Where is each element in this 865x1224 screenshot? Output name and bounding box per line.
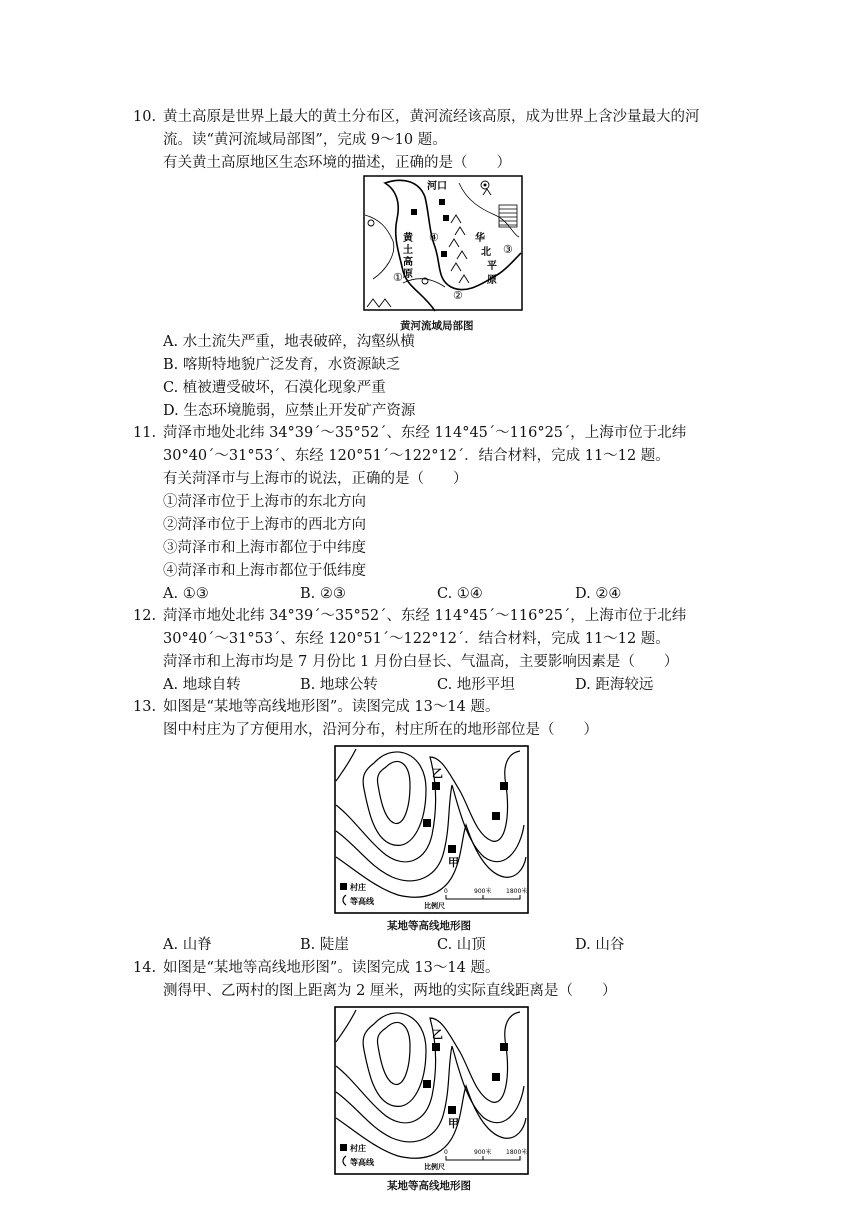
q11-statement-3: ③菏泽市和上海市都位于中纬度 bbox=[163, 540, 366, 556]
q13-option-b[interactable]: B. 陡崖 bbox=[300, 937, 349, 953]
q11-option-d[interactable]: D. ②④ bbox=[575, 586, 622, 602]
q11-stem-line1: 菏泽市地处北纬 34°39´～35°52´、东经 114°45´～116°25´，上海市位于北纬 bbox=[163, 425, 687, 441]
q14-figure-caption: 某地等高线地形图 bbox=[387, 1180, 471, 1192]
q12-stem-line1: 菏泽市地处北纬 34°39´～35°52´、东经 114°45´～116°25´，上海市位于北纬 bbox=[163, 608, 687, 624]
label-plain-1: 华 bbox=[475, 233, 485, 244]
legend-village: 村庄 bbox=[350, 1144, 366, 1153]
q12-option-c[interactable]: C. 地形平坦 bbox=[437, 677, 515, 693]
legend-village-square bbox=[340, 883, 347, 890]
contour-map-q13-svg bbox=[334, 745, 529, 915]
q11-stem-line2: 30°40´～31°53´、东经 120°51´～122°12´．结合材料，完成 11～12 题。 bbox=[163, 448, 670, 464]
scale-tick-0: 0 bbox=[444, 1149, 448, 1156]
q13-figure-caption: 某地等高线地形图 bbox=[387, 920, 471, 932]
marker-1: ① bbox=[393, 271, 403, 284]
q11-option-a[interactable]: A. ①③ bbox=[163, 586, 209, 602]
scale-tick-900: 900米 bbox=[474, 888, 492, 895]
q10-option-c[interactable]: C. 植被遭受破坏，石漠化现象严重 bbox=[163, 380, 386, 396]
q10-number: 10. bbox=[133, 109, 157, 125]
q11-statement-4: ④菏泽市和上海市都位于低纬度 bbox=[163, 563, 366, 579]
marker-4: ④ bbox=[429, 231, 439, 244]
q11-option-b[interactable]: B. ②③ bbox=[300, 586, 346, 602]
q11-statement-1: ①菏泽市位于上海市的东北方向 bbox=[163, 494, 366, 510]
scale-label: 比例尺 bbox=[424, 902, 445, 910]
q12-option-b[interactable]: B. 地球公转 bbox=[300, 677, 378, 693]
q13-option-a[interactable]: A. 山脊 bbox=[163, 937, 212, 953]
q13-option-d[interactable]: D. 山谷 bbox=[575, 937, 625, 953]
contour-map-q13 bbox=[334, 745, 529, 915]
label-hekou: 河口 bbox=[427, 181, 447, 192]
legend-contour: 等高线 bbox=[350, 1158, 374, 1167]
yellow-river-map bbox=[363, 175, 523, 315]
q12-number: 12. bbox=[133, 608, 157, 624]
q11-statement-2: ②菏泽市位于上海市的西北方向 bbox=[163, 517, 366, 533]
yellow-river-map-svg bbox=[363, 175, 523, 315]
q13-question: 图中村庄为了方便用水，沿河分布，村庄所在的地形部位是（ ） bbox=[163, 722, 598, 738]
scale-tick-1800: 1800米 bbox=[506, 888, 528, 895]
contour-map-q14 bbox=[334, 1006, 529, 1176]
label-yi: 乙 bbox=[432, 1028, 443, 1041]
label-jia: 甲 bbox=[448, 856, 459, 869]
q13-stem-line1: 如图是“某地等高线地形图”。读图完成 13～14 题。 bbox=[163, 699, 500, 715]
q13-option-c[interactable]: C. 山顶 bbox=[437, 937, 486, 953]
q12-option-a[interactable]: A. 地球自转 bbox=[163, 677, 241, 693]
q13-number: 13. bbox=[133, 699, 157, 715]
q10-figure-caption: 黄河流域局部图 bbox=[400, 320, 474, 332]
label-plain-2: 北 bbox=[481, 247, 491, 258]
q10-question: 有关黄土高原地区生态环境的描述，正确的是（ ） bbox=[163, 155, 511, 171]
scale-tick-900: 900米 bbox=[474, 1149, 492, 1156]
q14-question: 测得甲、乙两村的图上距离为 2 厘米，两地的实际直线距离是（ ） bbox=[163, 983, 617, 999]
q10-option-a[interactable]: A. 水土流失严重，地表破碎，沟壑纵横 bbox=[163, 334, 415, 350]
scale-tick-1800: 1800米 bbox=[506, 1149, 528, 1156]
label-plateau-1: 黄 bbox=[403, 233, 413, 244]
marker-2: ② bbox=[453, 289, 463, 302]
q11-option-c[interactable]: C. ①④ bbox=[437, 586, 483, 602]
q10-option-b[interactable]: B. 喀斯特地貌广泛发育，水资源缺乏 bbox=[163, 357, 401, 373]
q14-stem-line1: 如图是“某地等高线地形图”。读图完成 13～14 题。 bbox=[163, 960, 500, 976]
q12-option-d[interactable]: D. 距海较远 bbox=[575, 677, 654, 693]
marker-3: ③ bbox=[503, 243, 513, 256]
legend-village: 村庄 bbox=[350, 883, 366, 892]
q12-stem-line2: 30°40´～31°53´、东经 120°51´～122°12´．结合材料，完成 11～12 题。 bbox=[163, 631, 670, 647]
scale-label: 比例尺 bbox=[424, 1163, 445, 1171]
contour-map-q14-svg bbox=[334, 1006, 529, 1176]
map-frame bbox=[364, 176, 522, 310]
label-plateau-2: 土 bbox=[403, 245, 413, 256]
label-jia: 甲 bbox=[448, 1117, 459, 1130]
label-plateau-4: 原 bbox=[403, 269, 413, 280]
label-yi: 乙 bbox=[432, 767, 443, 780]
label-plain-3: 平 bbox=[487, 261, 497, 272]
legend-contour: 等高线 bbox=[350, 897, 374, 906]
q14-number: 14. bbox=[133, 960, 157, 976]
q10-stem-line1: 黄土高原是世界上最大的黄土分布区，黄河流经该高原，成为世界上含沙量最大的河 bbox=[163, 109, 700, 125]
q10-option-d[interactable]: D. 生态环境脆弱，应禁止开发矿产资源 bbox=[163, 403, 416, 419]
label-plateau-3: 高 bbox=[403, 257, 413, 268]
scale-tick-0: 0 bbox=[444, 888, 448, 895]
label-plain-4: 原 bbox=[487, 275, 497, 286]
legend-village-square bbox=[340, 1144, 347, 1151]
q11-number: 11. bbox=[133, 425, 157, 441]
q10-stem-line2: 流。读“黄河流域局部图”，完成 9～10 题。 bbox=[163, 132, 447, 148]
q12-question: 菏泽市和上海市均是 7 月份比 1 月份白昼长、气温高，主要影响因素是（ ） bbox=[163, 654, 679, 670]
q11-question: 有关菏泽市与上海市的说法，正确的是（ ） bbox=[163, 471, 468, 487]
